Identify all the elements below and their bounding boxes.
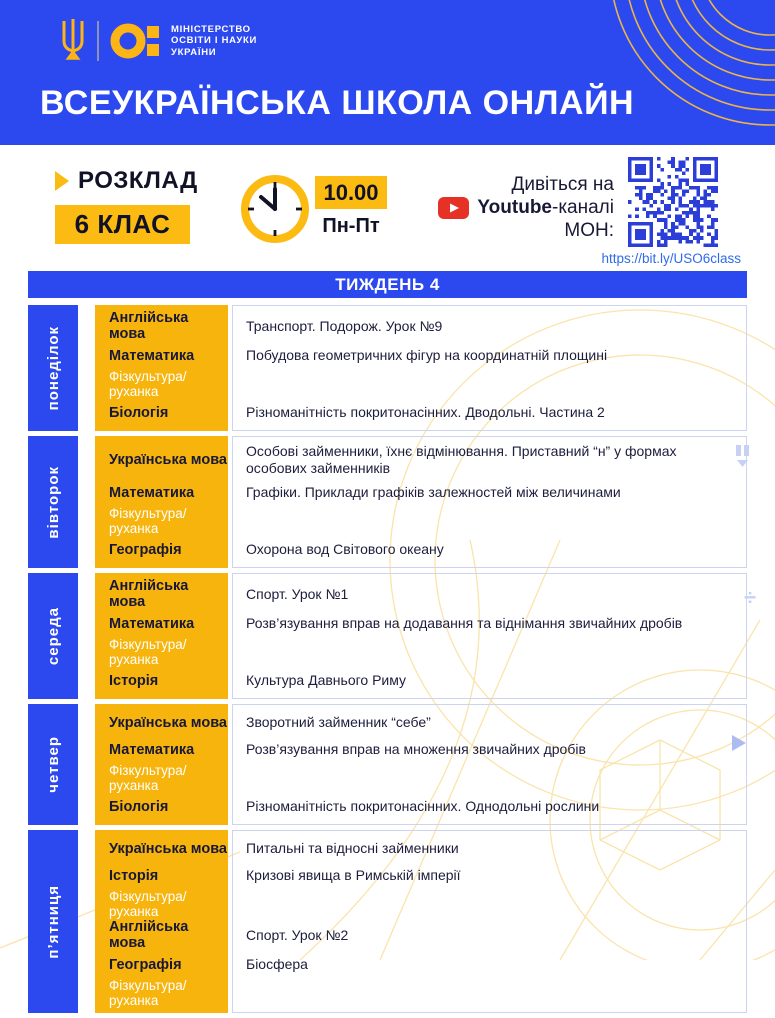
lesson-topic: Різноманітність покритонасінних. Дводольні. Частина 2 [246,404,605,420]
subject-label: Математика [109,484,195,501]
clock-icon [238,172,312,251]
week-title: ТИЖДЕНЬ 4 [28,271,747,298]
lesson-topic: Біосфера [246,956,308,972]
day-name-label: четвер [44,736,62,793]
header-banner [0,0,775,145]
lesson-topic: Питальні та відносні займенники [246,840,459,856]
lesson-topic: Зворотний займенник “себе” [246,714,431,730]
lesson-topic [232,369,747,399]
subject-label: Фізкультура/руханка [109,889,187,919]
day-block [28,830,747,1013]
day-block [28,573,747,699]
lesson-topic [232,506,747,536]
day-name-label: понеділок [44,325,62,411]
time-group [315,176,387,238]
youtube-callout [438,173,614,242]
ministry-name: МІНІСТЕРСТВО ОСВІТИ І НАУКИ УКРАЇНИ [171,23,257,58]
page-title: ВСЕУКРАЇНСЬКА ШКОЛА ОНЛАЙН [40,84,635,122]
subject-label: Українська мова [109,840,227,857]
lesson-topic: Розв’язування вправ на додавання та віднімання звичайних дробів [246,615,683,631]
qr-code [628,157,718,247]
weekdays-range: Пн-Пт [322,215,380,237]
lesson-topic [232,978,747,1008]
subject-label: Математика [109,615,195,632]
lesson-topic: Розв’язування вправ на множення звичайних дробів [246,741,586,757]
subject-label: Українська мова [109,452,227,468]
lesson-topic: Побудова геометричних фігур на координатній площині [246,347,608,363]
logo-divider [97,21,99,61]
info-band [0,145,775,271]
lesson-topic: Кризові явища в Римській імперії [246,867,461,883]
subject-label: Фізкультура/руханка [109,637,187,667]
subject-label: Математика [109,741,195,758]
lesson-topic: Особові займенники, їхнє відмінювання. Приставний “н” у формах особових займенників [246,443,677,476]
mon-circle-logo [110,22,162,60]
subject-label: Українська мова [109,714,227,731]
subject-label: Фізкультура/руханка [109,506,187,536]
watch-line3: МОН: [564,220,614,241]
subject-label: Математика [109,347,195,364]
subject-label: Історія [109,672,159,689]
day-block [28,704,747,825]
day-name [28,704,78,825]
subject-label: Фізкультура/руханка [109,978,187,1008]
youtube-channel-link[interactable]: https://bit.ly/USO6class [601,251,741,266]
arrow-right-icon [55,171,69,191]
schedule-label: РОЗКЛАД [78,167,198,194]
schedule-table [28,271,747,1018]
subject-label: Історія [109,867,159,884]
subject-label: Англійська мова [109,578,189,610]
subject-label: Біологія [109,798,169,815]
subject-label: Географія [109,956,182,973]
schedule-days [28,305,747,1013]
subject-label: Географія [109,541,182,558]
subject-label: Англійська мова [109,919,189,951]
day-block [28,436,747,568]
day-name [28,436,78,568]
day-name [28,830,78,1013]
trident-icon [60,18,86,64]
day-block [28,305,747,431]
watch-channel-rest: -каналі [552,197,614,218]
lesson-topic [232,889,747,919]
lesson-topic: Спорт. Урок №1 [246,585,349,602]
subject-label: Англійська мова [109,310,189,342]
day-name-label: п’ятниця [44,884,62,959]
lesson-topic: Графіки. Приклади графіків залежностей між величинами [246,484,621,500]
lesson-topic [232,763,747,793]
lesson-topic: Транспорт. Подорож. Урок №9 [246,317,443,334]
time-badge: 10.00 [315,176,387,209]
watch-channel-bold: Youtube [477,197,552,218]
day-name-label: середа [44,606,62,666]
lesson-topic: Культура Давнього Риму [246,672,407,688]
lesson-topic: Охорона вод Світового океану [246,541,444,557]
day-name [28,573,78,699]
lesson-topic: Спорт. Урок №2 [246,926,349,943]
watch-line1: Дивіться на [511,174,614,195]
schedule-group [55,167,198,244]
day-name-label: вівторок [44,465,62,539]
subject-label: Фізкультура/руханка [109,763,187,793]
day-name [28,305,78,431]
class-badge: 6 КЛАС [55,205,190,244]
subject-label: Біологія [109,404,169,421]
lesson-topic [232,637,747,667]
division-decoration-icon: ÷ [744,585,757,610]
ministry-logo [60,18,257,64]
youtube-icon [438,197,469,219]
lesson-topic: Різноманітність покритонасінних. Однодольні рослини [246,798,600,814]
subject-label: Фізкультура/руханка [109,369,187,399]
header-arcs-decoration [515,0,775,145]
